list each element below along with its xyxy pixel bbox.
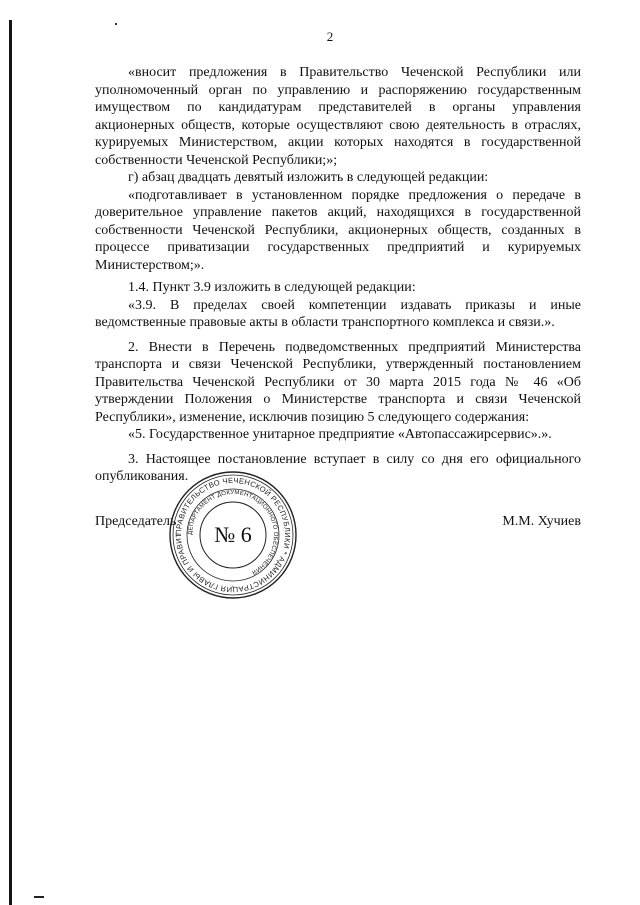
paragraph-1: «вносит предложения в Правительство Чеченской Республики или уполномоченный орган по управлению и распоряжению государственным имуществом по кандидатурам представителей в органы управления акционерных обществ, которые осуществляют свою деятельность в отраслях, курируемых Министерством, акции которых находятся в государственной собственности Чеченской Республики;»; <box>95 65 581 168</box>
paragraph-7: «5. Государственное унитарное предприятие «Автопассажирсервис».». <box>128 427 552 442</box>
seal-inner-text: ДЕПАРТАМЕНТ ДОКУМЕНТАЦИОННОГО ОБЕСПЕЧЕНИЯ <box>187 489 279 576</box>
document-body <box>95 64 581 486</box>
scan-speck <box>115 23 117 25</box>
paragraph-3: «подготавливает в установленном порядке предложения о передаче в доверительное управление пакетов акций, находящихся в государственной собственности Чеченской Республики, акционерных обществ, созданных в процессе приватизации государственных предприятий и курируемых Министерством;». <box>95 187 581 273</box>
paragraph-8: 3. Настоящее постановление вступает в силу со дня его официального опубликования. <box>95 451 581 484</box>
scan-mark <box>34 896 44 898</box>
page-number: 2 <box>326 29 334 44</box>
official-seal <box>168 470 298 600</box>
scan-edge-line <box>9 20 12 905</box>
paragraph-5: «3.9. В пределах своей компетенции издавать приказы и иные ведомственные правовые акты в области транспортного комплекса и связи.». <box>95 297 581 330</box>
paragraph-2: г) абзац двадцать девятый изложить в следующей редакции: <box>128 170 489 185</box>
paragraph-4: 1.4. Пункт 3.9 изложить в следующей редакции: <box>128 280 416 295</box>
paragraph-6: 2. Внести в Перечень подведомственных предприятий Министерства транспорта и связи Чеченской Республики, утвержденный постановлением Правительства Чеченской Республики от 30 марта 2015 года № 46 «Об утверждении Положения о Министерстве транспорта и связи Чеченской Республики», изменение, исключив позицию 5 следующего содержания: <box>95 339 581 425</box>
signatory-name: М.М. Хучиев <box>502 514 581 529</box>
seal-outer-text: ПРАВИТЕЛЬСТВО ЧЕЧЕНСКОЙ РЕСПУБЛИКИ * АДМИНИСТРАЦИЯ ГЛАВЫ И ПРАВИТ <box>173 475 293 595</box>
signatory-title: Председатель <box>95 514 177 529</box>
seal-number: № 6 <box>214 522 252 547</box>
